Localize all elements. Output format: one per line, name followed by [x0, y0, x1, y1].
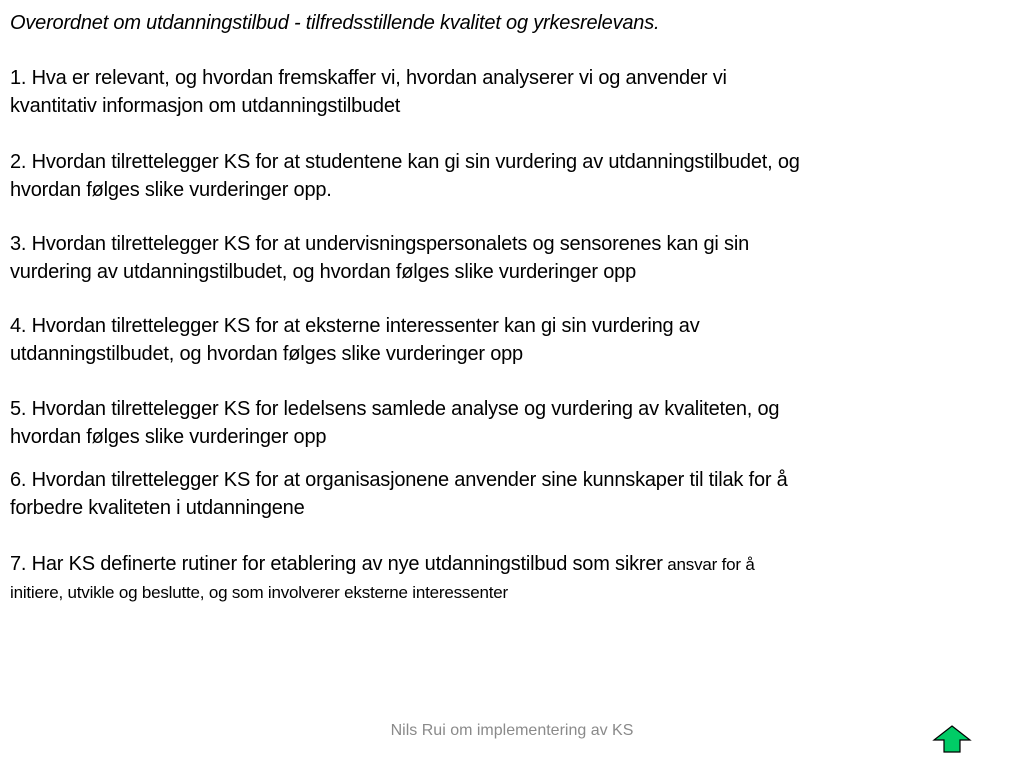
list-item-line: 1. Hva er relevant, og hvordan fremskaffer vi, hvordan analyserer vi og anvender vi: [10, 67, 727, 89]
list-item-line: 6. Hvordan tilrettelegger KS for at organisasjonene anvender sine kunnskaper til tilak for å: [10, 469, 788, 491]
up-arrow-icon: [932, 724, 972, 754]
slide-title: Overordnet om utdanningstilbud - tilfredsstillende kvalitet og yrkesrelevans.: [10, 12, 660, 34]
list-item-line: hvordan følges slike vurderinger opp.: [10, 179, 332, 201]
list-item: [10, 148, 1010, 204]
list-item: [10, 395, 1010, 451]
list-item-line: 5. Hvordan tilrettelegger KS for ledelsens samlede analyse og vurdering av kvaliteten, og: [10, 398, 780, 420]
list-item-line: utdanningstilbudet, og hvordan følges slike vurderinger opp: [10, 343, 523, 365]
list-item: [10, 312, 1010, 368]
up-arrow-icon[interactable]: [932, 724, 972, 754]
slide-footer: Nils Rui om implementering av KS: [390, 722, 634, 739]
list-item-line: kvantitativ informasjon om utdanningstilbudet: [10, 95, 401, 117]
list-item-line: hvordan følges slike vurderinger opp: [10, 426, 327, 448]
list-item: [10, 64, 1010, 120]
list-item-line: vurdering av utdanningstilbudet, og hvordan følges slike vurderinger opp: [10, 261, 636, 283]
list-item-line: initiere, utvikle og beslutte, og som involverer eksterne interessenter: [10, 583, 508, 602]
list-item-line: 4. Hvordan tilrettelegger KS for at eksterne interessenter kan gi sin vurdering av: [10, 315, 700, 337]
list-item: [10, 230, 1010, 286]
list-item: [10, 466, 1010, 522]
list-item-line: [10, 550, 1010, 579]
list-item-line: 3. Hvordan tilrettelegger KS for at undervisningspersonalets og sensorenes kan gi sin: [10, 233, 749, 255]
list-item-line: 2. Hvordan tilrettelegger KS for at studentene kan gi sin vurdering av utdanningstilbudet, og: [10, 151, 800, 173]
list-item-text-small: ansvar for å: [662, 555, 755, 574]
list-item-text: 7. Har KS definerte rutiner for etablering av nye utdanningstilbud som sikrer: [10, 553, 663, 575]
list-item: [10, 550, 1010, 607]
list-item-line: forbedre kvaliteten i utdanningene: [10, 497, 305, 519]
